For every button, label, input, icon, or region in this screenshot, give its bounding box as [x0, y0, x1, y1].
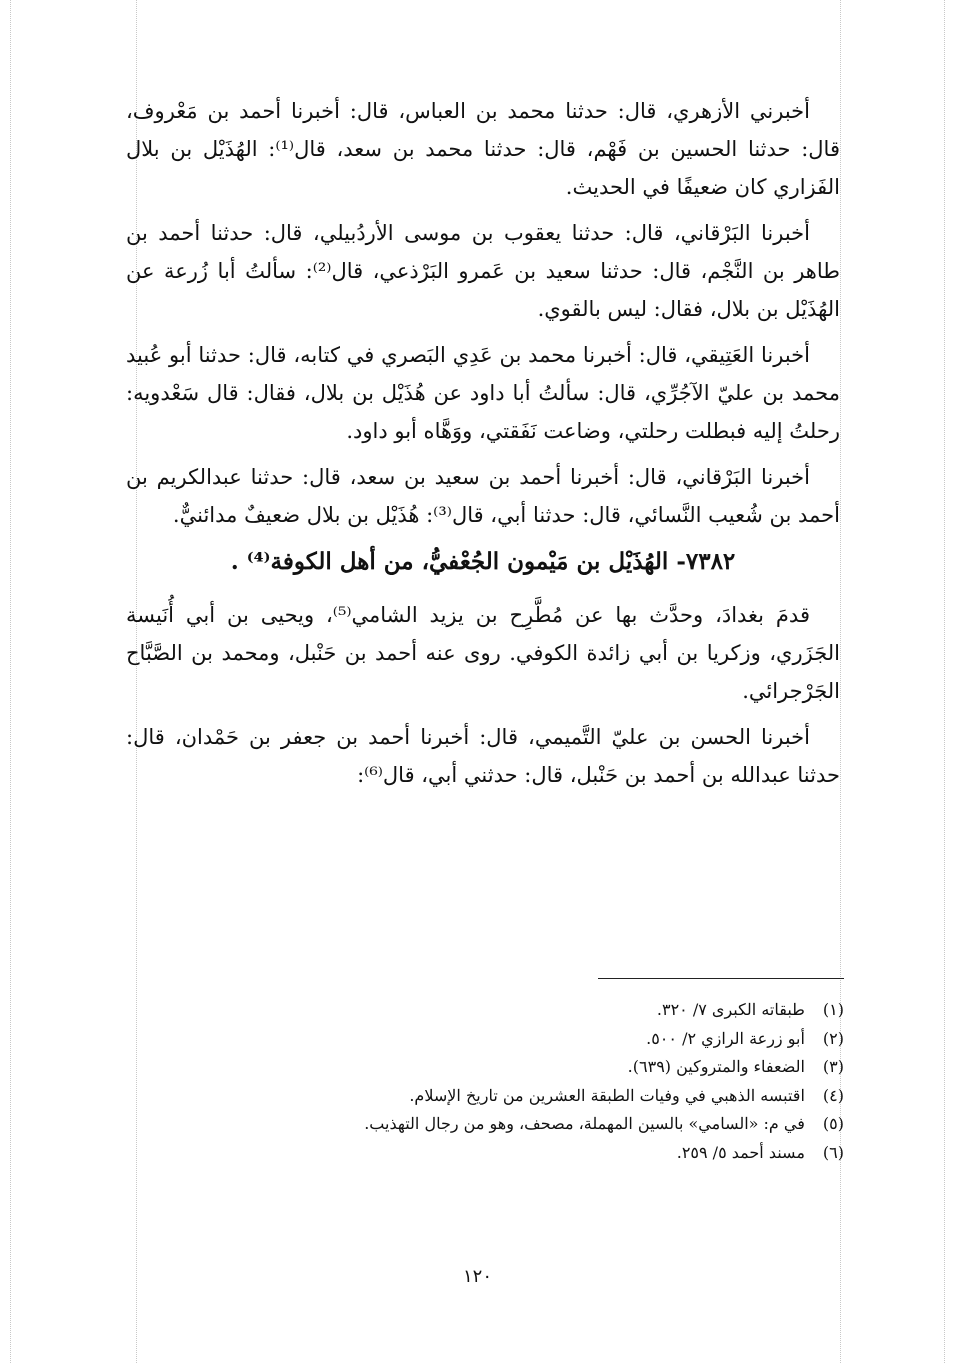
footnote-text: أبو زرعة الرازي ٢/ ٥٠٠.: [646, 1028, 805, 1048]
footnote-number: (٢): [822, 1028, 844, 1048]
entry-heading: ٧٣٨٢- الهُذَيْل بن مَيْمون الجُعْفيُّ، من أهل الكوفة⁽⁴⁾ .: [230, 548, 736, 575]
paragraph: قدمَ بغدادَ، وحدَّث بها عن مُطَّرِح بن يزيد الشامي⁽⁵⁾، ويحيى بن أبي أُنَيسة الجَزَري، وزكريا بن أبي زائدة الكوفي. روى عنه أحمد بن حَنْبل، ومحمد بن الصَّبَّاح الجَرْجرائي.: [126, 603, 840, 703]
paragraph: أخبرنا البَرْقاني، قال: حدثنا يعقوب بن موسى الأردُبيلي، قال: حدثنا أحمد بن طاهر بن النَّجْم، قال: حدثنا سعيد بن عَمرو البَرْذعي، قال⁽²⁾: سألتُ أبا زُرعة عن الهُذَيْل بن بلال، فقال: ليس بالقوي.: [126, 221, 840, 321]
paragraph: أخبرنا الحسن بن عليّ التَّميمي، قال: أخبرنا أحمد بن جعفر بن حَمْدان، قال: حدثنا عبدالله بن أحمد بن حَنْبل، قال: حدثني أبي، قال⁽⁶⁾:: [126, 725, 840, 787]
footnote-text: في م: «السامي» بالسين المهملة، مصحف، وهو من رجال التهذيب.: [364, 1114, 805, 1133]
footnote: [200, 1139, 844, 1168]
footnote-number: (٤): [822, 1085, 844, 1105]
footnote-separator: [598, 978, 844, 979]
footnote-text: مسند أحمد ٥/ ٢٥٩.: [676, 1142, 805, 1162]
footnote: [200, 1110, 844, 1139]
footnote: [200, 996, 844, 1025]
footnote: [200, 1025, 844, 1054]
footnote: [200, 1082, 844, 1111]
footnote-number: (٥): [822, 1114, 844, 1133]
scan-edge-line: [10, 0, 11, 1363]
main-text: [126, 92, 840, 802]
paragraph: أخبرني الأزهري، قال: حدثنا محمد بن العباس، قال: أخبرنا أحمد بن مَعْروف، قال: حدثنا الحسين بن فَهْم، قال: حدثنا محمد بن سعد، قال⁽¹⁾: الهُذَيْل بن بلال الفَزاري كان ضعيفًا في الحديث.: [126, 99, 840, 199]
paragraph: أخبرنا البَرْقاني، قال: أخبرنا أحمد بن سعيد بن سعد، قال: حدثنا عبدالكريم بن أحمد بن شُعيب النَّسائي، قال: حدثنا أبي، قال⁽³⁾: هُذَيْل بن بلال ضعيفٌ مدائنيٌّ.: [126, 465, 840, 527]
footnote-number: (١): [822, 1000, 844, 1019]
paragraph: أخبرنا العَتِيقي، قال: أخبرنا محمد بن عَدِي البَصري في كتابه، قال: حدثنا أبو عُبيد محمد بن عليّ الآجُرِّي، قال: سألتُ أبا داود عن هُذَيْل بن بلال، فقال: قال سَعْدويه: رحلتُ إليه فبطلت رحلتي، وضاعت نَفَقتي، ووَهَّاه أبو داود.: [126, 343, 840, 443]
footnotes-list: [200, 996, 844, 1167]
footnote-text: اقتبسه الذهبي في وفيات الطبقة العشرين من تاريخ الإسلام.: [409, 1085, 805, 1105]
page-number: ١٢٠: [462, 1266, 492, 1287]
footnote-text: طبقاته الكبرى ٧/ ٣٢٠.: [656, 1000, 805, 1019]
footnote-text: الضعفاء والمتروكين (٦٣٩).: [627, 1057, 805, 1076]
footnote-number: (٣): [822, 1057, 844, 1076]
footnote-number: (٦): [822, 1142, 844, 1162]
footnote: [200, 1053, 844, 1082]
scan-edge-line: [944, 0, 945, 1363]
